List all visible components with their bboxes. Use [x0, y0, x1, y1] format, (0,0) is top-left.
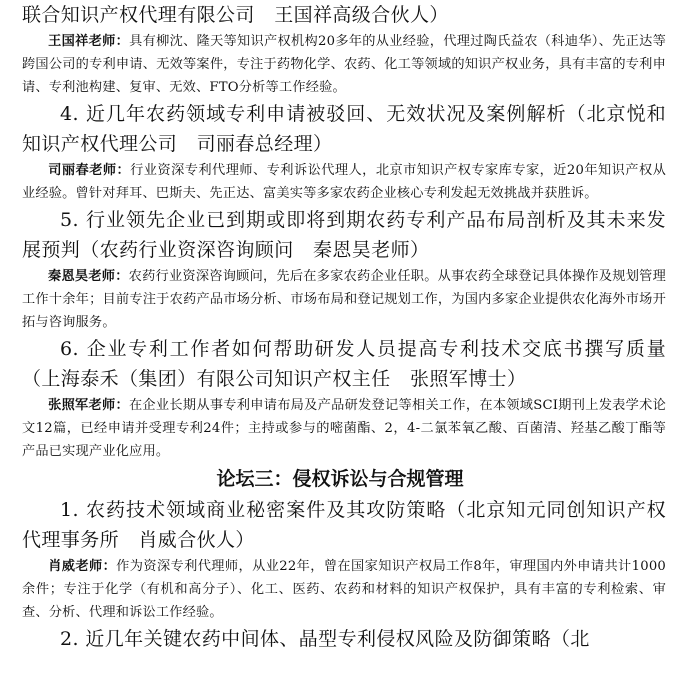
- speaker-bio: [0, 30, 680, 99]
- topic-heading: 2. 近几年关键农药中间体、晶型专利侵权风险及防御策略（北: [60, 628, 590, 650]
- speaker-description: 行业资深专利代理师、专利诉讼代理人，北京市知识产权专家库专家，近20年知识产权从业经验。曾针对拜耳、巴斯夫、先正达、富美实等多家农药企业核心专利发起无效挑战并获胜诉。: [22, 163, 666, 201]
- speaker-description: 作为资深专利代理师，从业22年，曾在国家知识产权局工作8年，审理国内外申请共计1000余件；专注于化学（有机和高分子）、化工、医药、农药和材料的知识产权保护，具有丰富的专利检索、审查、分析、代理和诉讼工作经验。: [22, 559, 666, 620]
- topic-heading: 1. 农药技术领域商业秘密案件及其攻防策略（北京知元同创知识产权代理事务所 肖威合伙人）: [22, 499, 666, 551]
- speaker-name: 王国祥老师：: [48, 34, 130, 49]
- speaker-description: 农药行业资深咨询顾问，先后在多家农药企业任职。从事农药全球登记具体操作及规划管理工作十余年；目前专注于农药产品市场分析、市场布局和登记规划工作，为国内多家企业提供农化海外市场开拓与咨询服务。: [22, 269, 666, 330]
- speaker-name: 秦恩昊老师：: [48, 269, 129, 284]
- speaker-bio: [0, 265, 680, 334]
- speaker-bio: [0, 394, 680, 463]
- topic-heading: 联合知识产权代理有限公司 王国祥高级合伙人）: [22, 4, 449, 26]
- speaker-name: 司丽春老师：: [48, 163, 131, 178]
- forum-heading: 论坛三：侵权诉讼与合规管理: [216, 468, 464, 490]
- speaker-description: 在企业长期从事专利申请布局及产品研发登记等相关工作，在本领域SCI期刊上发表学术论文12篇，已经申请并受理专利24件；主持或参与的嘧菌酯、2，4-二氯苯氧乙酸、百菌清、羟基乙酸丁酯等产品已实现产业化应用。: [22, 398, 666, 459]
- speaker-name: 肖威老师：: [48, 559, 117, 574]
- topic-heading: 4. 近几年农药领域专利申请被驳回、无效状况及案例解析（北京悦和知识产权代理公司 司丽春总经理）: [22, 103, 666, 155]
- speaker-bio: [0, 159, 680, 205]
- speaker-description: 具有柳沈、隆天等知识产权机构20多年的从业经验，代理过陶氏益农（科迪华）、先正达等跨国公司的专利申请、无效等案件，专注于药物化学、农药、化工等领域的知识产权业务，具有丰富的专利申请、专利池构建、复审、无效、FTO分析等工作经验。: [22, 34, 666, 95]
- topic-heading: 5. 行业领先企业已到期或即将到期农药专利产品布局剖析及其未来发展预判（农药行业资深咨询顾问 秦恩昊老师）: [22, 209, 666, 261]
- speaker-name: 张照军老师：: [48, 398, 129, 413]
- speaker-bio: [0, 555, 680, 624]
- topic-heading: 6. 企业专利工作者如何帮助研发人员提高专利技术交底书撰写质量（上海泰禾（集团）有限公司知识产权主任 张照军博士）: [22, 338, 666, 390]
